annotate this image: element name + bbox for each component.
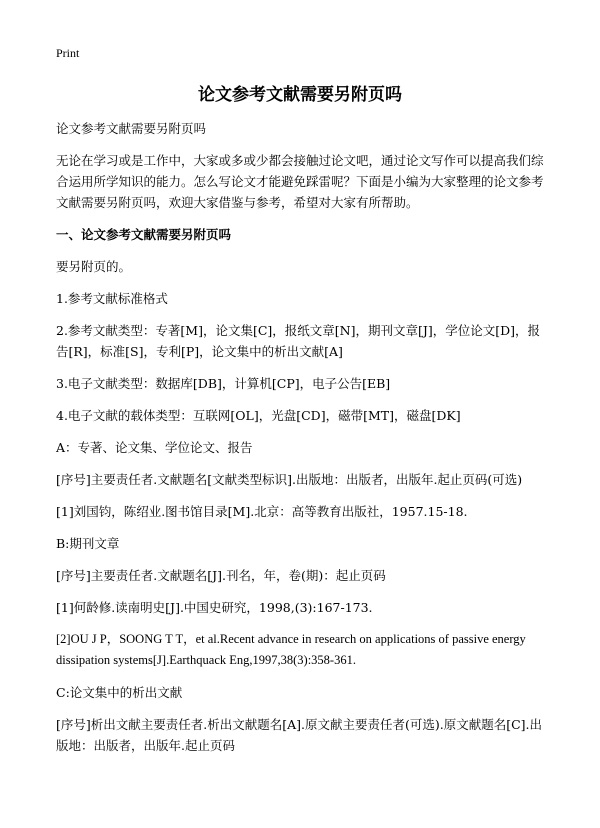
category-b-format: [序号]主要责任者.文献题名[J].刊名，年，卷(期)：起止页码: [56, 568, 386, 583]
category-a-format: [序号]主要责任者.文献题名[文献类型标识].出版地：出版者，出版年.起止页码(可选): [56, 472, 523, 487]
print-label: Print: [56, 46, 80, 60]
section-heading: 一、论文参考文献需要另附页吗: [56, 227, 232, 242]
category-b-example-1: [1]何龄修.读南明史[J].中国史研究，1998,(3):167-173.: [56, 600, 373, 615]
category-b-heading: B:期刊文章: [56, 536, 120, 551]
list-item-types: 2.参考文献类型：专著[M]，论文集[C]，报纸文章[N]，期刊文章[J]，学位论文[D]，报告[R]，标准[S]，专利[P]，论文集中的析出文献[A]: [56, 323, 541, 359]
category-c-heading: C:论文集中的析出文献: [56, 685, 183, 700]
document-body: [56, 118, 552, 767]
category-b-example-2: [2]OU J P，SOONG T T，et al.Recent advance in research on applications of passive energy dissipation systems[J].Earthquack Eng,1997,38(3):358-361.: [56, 632, 526, 667]
list-item-electronic-types: 3.电子文献类型：数据库[DB]，计算机[CP]，电子公告[EB]: [56, 376, 391, 391]
answer-paragraph: 要另附页的。: [56, 259, 132, 274]
subtitle-paragraph: 论文参考文献需要另附页吗: [56, 121, 207, 136]
list-item-format: 1.参考文献标准格式: [56, 291, 168, 306]
category-c-format: [序号]析出文献主要责任者.析出文献题名[A].原文献主要责任者(可选).原文献题名[C].出版地：出版者，出版年.起止页码: [56, 717, 543, 753]
category-a-heading: A：专著、论文集、学位论文、报告: [56, 440, 253, 455]
category-a-example: [1]刘国钧，陈绍业.图书馆目录[M].北京：高等教育出版社，1957.15-18.: [56, 504, 468, 519]
page-title: 论文参考文献需要另附页吗: [198, 85, 402, 105]
intro-paragraph: 无论在学习或是工作中，大家或多或少都会接触过论文吧，通过论文写作可以提高我们综合运用所学知识的能力。怎么写论文才能避免踩雷呢？下面是小编为大家整理的论文参考文献需要另附页吗，欢迎大家借鉴与参考，希望对大家有所帮助。: [56, 153, 544, 210]
list-item-carrier-types: 4.电子文献的载体类型：互联网[OL]，光盘[CD]，磁带[MT]，磁盘[DK]: [56, 408, 461, 423]
